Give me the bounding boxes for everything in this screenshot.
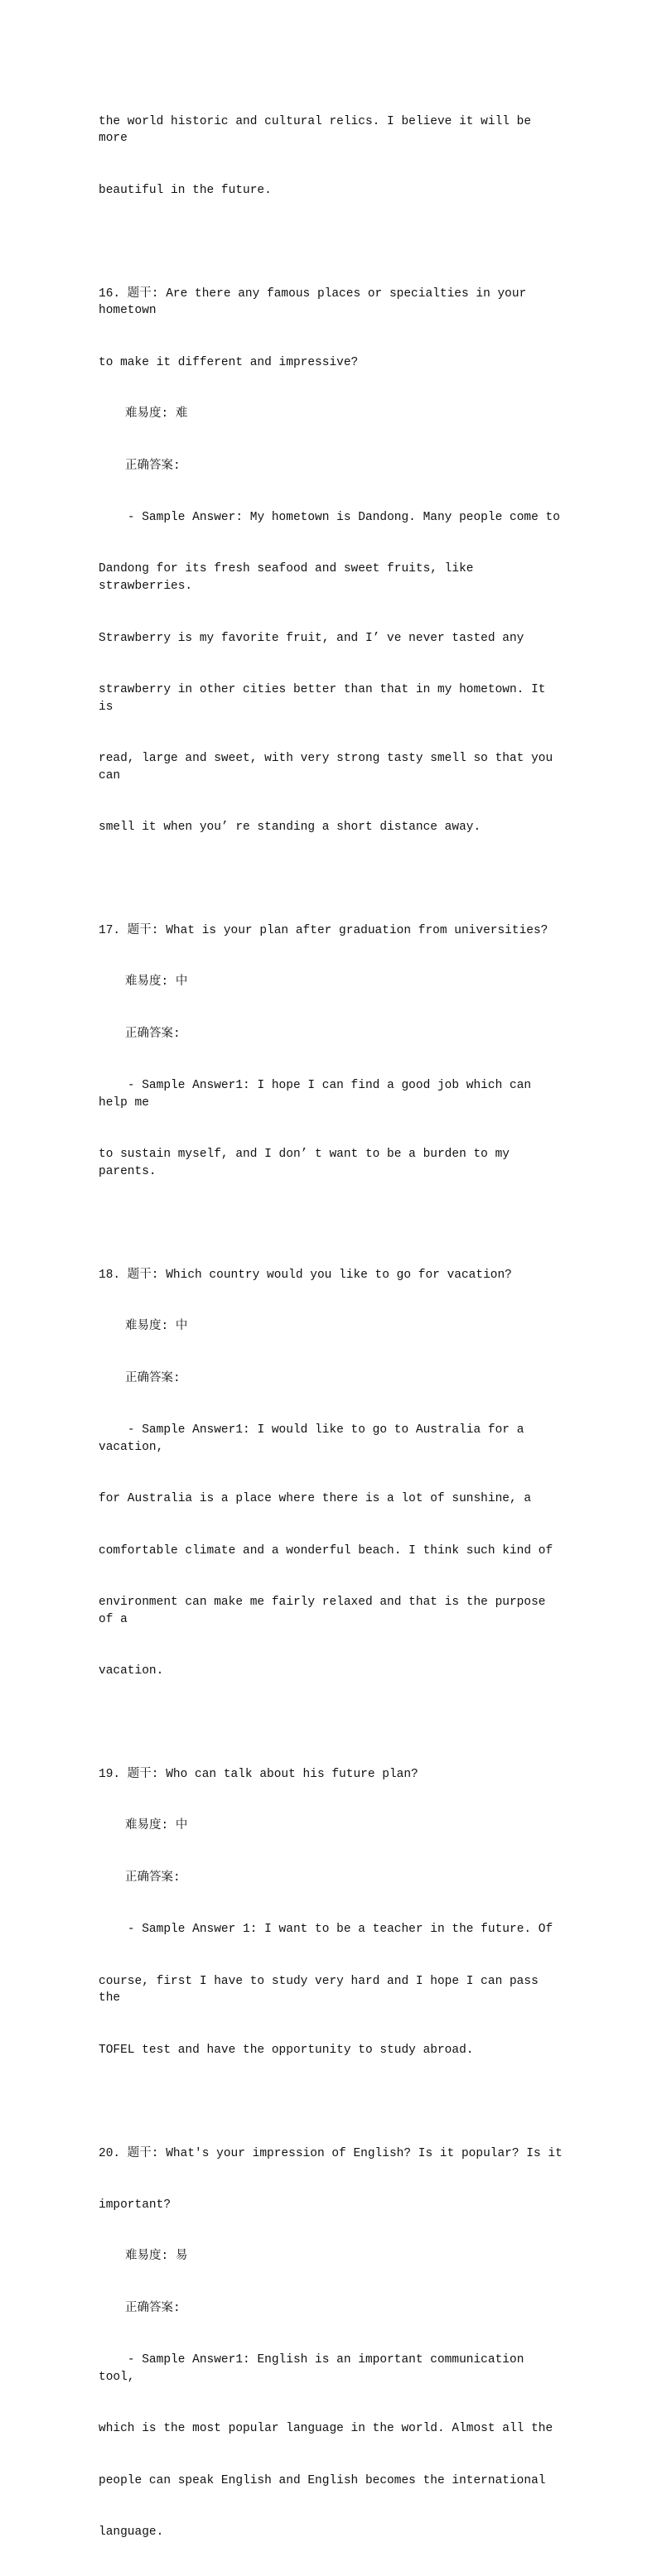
difficulty-label: 难易度: 中 bbox=[125, 1819, 188, 1833]
question-stem-line: important? bbox=[99, 2198, 171, 2212]
question-stem-line: to make it different and impressive? bbox=[99, 355, 359, 369]
answer-label: 正确答案: bbox=[125, 2301, 181, 2315]
answer-line: read, large and sweet, with very strong tasty smell so that you can bbox=[99, 752, 560, 782]
answer-line: Dandong for its fresh seafood and sweet fruits, like strawberries. bbox=[99, 562, 481, 594]
question-20 bbox=[99, 2111, 563, 2576]
difficulty-label: 难易度: 中 bbox=[125, 1320, 188, 1334]
answer-line: smell it when you’ re standing a short distance away. bbox=[99, 821, 481, 835]
answer-line: - Sample Answer 1: I want to be a teacher in the future. Of bbox=[99, 1923, 553, 1937]
question-stem-line: 18. 题干: Which country would you like to go for vacation? bbox=[99, 1268, 512, 1282]
text-line: beautiful in the future. bbox=[99, 183, 272, 197]
question-stem-line: 17. 题干: What is your plan after graduation from universities? bbox=[99, 924, 548, 938]
answer-line: - Sample Answer1: I hope I can find a good job which can help me bbox=[99, 1079, 539, 1110]
answer-line: which is the most popular language in the world. Almost all the bbox=[99, 2422, 553, 2436]
question-17 bbox=[99, 888, 563, 1215]
answer-line: for Australia is a place where there is a lot of sunshine, a bbox=[99, 1492, 532, 1506]
question-stem-line: 16. 题干: Are there any famous places or specialties in your hometown bbox=[99, 286, 534, 318]
answer-line: - Sample Answer: My hometown is Dandong. Many people come to bbox=[99, 510, 560, 524]
answer-line: to sustain myself, and I don’ t want to be a burden to my parents. bbox=[99, 1148, 517, 1179]
answer-label: 正确答案: bbox=[125, 1871, 181, 1885]
question-16 bbox=[99, 251, 563, 871]
document-page bbox=[99, 79, 563, 2576]
answer-label: 正确答案: bbox=[125, 1027, 181, 1041]
answer-label: 正确答案: bbox=[125, 1371, 181, 1385]
question-18 bbox=[99, 1232, 563, 1714]
answer-line: people can speak English and English becomes the international bbox=[99, 2473, 546, 2487]
answer-line: comfortable climate and a wonderful beach. I think such kind of bbox=[99, 1543, 553, 1558]
answer-line: TOFEL test and have the opportunity to study abroad. bbox=[99, 2043, 474, 2057]
answer-line: - Sample Answer1: I would like to go to Australia for a vacation, bbox=[99, 1423, 532, 1454]
answer-label: 正确答案: bbox=[125, 459, 181, 473]
question-19 bbox=[99, 1732, 563, 2094]
answer-line: Strawberry is my favorite fruit, and I’ ve never tasted any bbox=[99, 631, 524, 645]
difficulty-label: 难易度: 中 bbox=[125, 975, 188, 989]
answer-line: course, first I have to study very hard and I hope I can pass the bbox=[99, 1974, 546, 2005]
difficulty-label: 难易度: 易 bbox=[125, 2250, 188, 2264]
text-line: the world historic and cultural relics. I believe it will be more bbox=[99, 114, 539, 146]
intro-paragraph bbox=[99, 79, 563, 234]
answer-line: environment can make me fairly relaxed and that is the purpose of a bbox=[99, 1596, 553, 1626]
answer-line: - Sample Answer1: English is an important communication tool, bbox=[99, 2353, 532, 2384]
difficulty-label: 难易度: 难 bbox=[125, 407, 188, 421]
answer-line: language. bbox=[99, 2525, 164, 2540]
question-stem-line: 19. 题干: Who can talk about his future plan? bbox=[99, 1768, 418, 1782]
question-stem-line: 20. 题干: What's your impression of English? Is it popular? Is it bbox=[99, 2146, 563, 2160]
answer-line: vacation. bbox=[99, 1664, 164, 1678]
answer-line: strawberry in other cities better than that in my hometown. It is bbox=[99, 682, 553, 714]
